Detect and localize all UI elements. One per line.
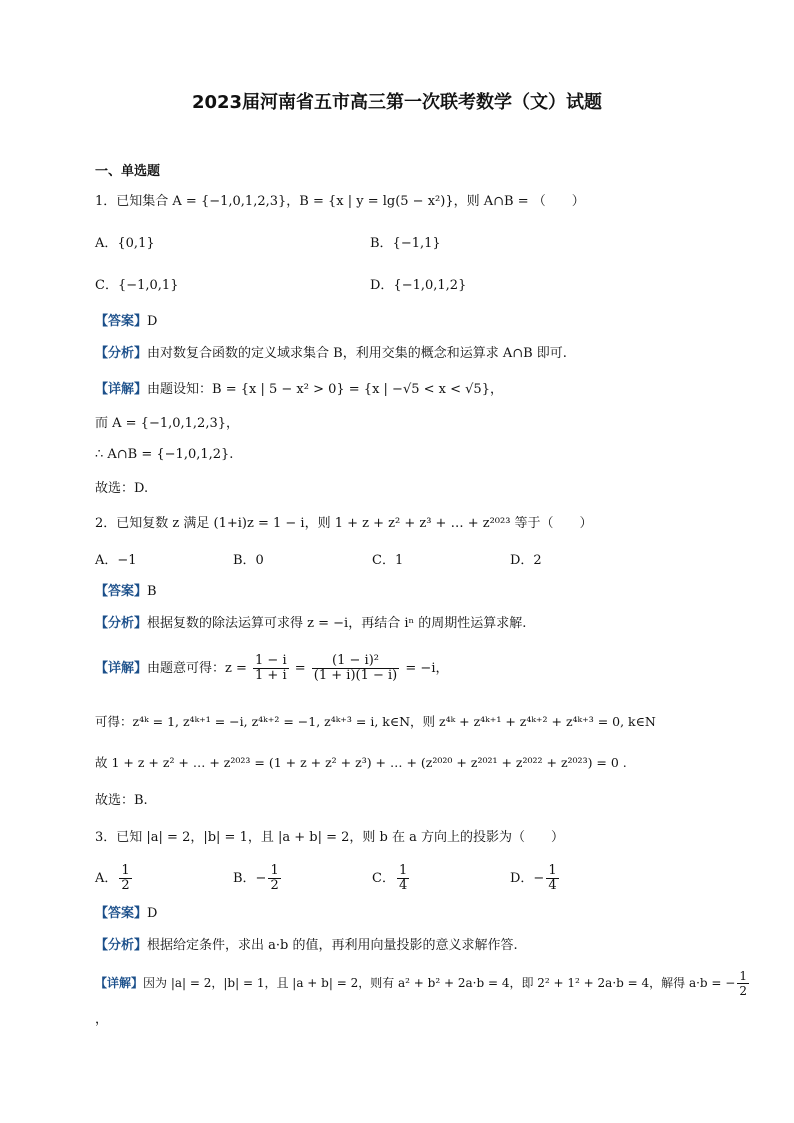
q3-analysis-row (95, 938, 518, 954)
option-label: B．− (233, 871, 267, 886)
q1-analysis-row (95, 346, 567, 362)
option-label: D．− (510, 871, 545, 886)
detail-tag: 【详解】 (95, 382, 148, 397)
q1-option-c: C．{−1,0,1} (95, 278, 179, 293)
fraction-denominator: 2 (121, 878, 130, 893)
q2-analysis-row (95, 616, 526, 632)
q2-stem: 2．已知复数 z 满足 (1+i)z = 1 − i，则 1 + z + z² + z³ + … + z²⁰²³ 等于（ ） (95, 516, 593, 531)
fraction-denominator: 4 (398, 878, 408, 893)
q2-option-b: B．0 (233, 553, 264, 568)
q2-choose: 故选：B. (95, 793, 148, 808)
fraction-numerator: (1 − i)² (312, 654, 399, 669)
fraction (546, 864, 558, 893)
q2-detail-row: 【详解】由题意可得：z = $\frac{1 - i}{1 + i}$ = $\frac{\text{(1 − i)²}}{(1 + i)(1 - i)}$ = −i， (95, 653, 449, 683)
q2-option-d: D．2 (510, 553, 542, 568)
detail-tag: 【详解】 (95, 661, 148, 676)
answer-value: D (147, 314, 158, 329)
analysis-text: 根据复数的除法运算可求得 z = −i，再结合 iⁿ 的周期性运算求解. (147, 616, 527, 631)
detail-text: = −i， (405, 661, 449, 676)
answer-tag: 【答案】 (95, 906, 148, 921)
q2-detail-line-2: 可得：z⁴ᵏ = 1, z⁴ᵏ⁺¹ = −i, z⁴ᵏ⁺² = −1, z⁴ᵏ⁺³ = i, k∈N，则 z⁴ᵏ + z⁴ᵏ⁺¹ + z⁴ᵏ⁺² + z⁴ᵏ⁺³ = 0, k∈N (95, 714, 656, 729)
fraction (268, 864, 280, 893)
answer-value: D (147, 906, 158, 921)
detail-text: 由题设知：B = {x | 5 − x² > 0} = {x | −√5 < x < √5}， (147, 382, 503, 397)
q1-answer-row (95, 314, 157, 330)
answer-value: B (147, 584, 157, 599)
detail-tag: 【详解】 (95, 976, 144, 990)
q1-detail-line-2: 而 A = {−1,0,1,2,3}， (95, 416, 239, 431)
option-label: A． (95, 871, 118, 886)
q3-option-d (510, 862, 561, 896)
q1-detail-line-3: ∴ A∩B = {−1,0,1,2}. (95, 447, 234, 462)
q1-detail-row (95, 382, 503, 398)
fraction (119, 864, 131, 893)
fraction-denominator: 2 (270, 878, 279, 893)
q1-stem: 1．已知集合 A = {−1,0,1,2,3}，B = {x | y = lg(5 − x²)}，则 A∩B = （ ） (95, 194, 585, 209)
q3-option-a (95, 862, 134, 896)
fraction-numerator: 1 (548, 863, 557, 878)
fraction-numerator: 1 (739, 969, 747, 983)
q1-option-d: D．{−1,0,1,2} (370, 278, 467, 293)
q2-option-a: A．−1 (95, 553, 137, 568)
fraction-denominator: 2 (739, 984, 747, 998)
analysis-text: 根据给定条件，求出 a·b 的值，再利用向量投影的意义求解作答. (147, 938, 518, 953)
q1-option-a: A．{0,1} (95, 236, 155, 251)
q3-option-b (233, 862, 283, 896)
fraction-numerator: 1 (398, 863, 408, 878)
fraction-denominator: 1 + i (255, 668, 287, 683)
q1-option-b: B．{−1,1} (370, 236, 441, 251)
analysis-text: 由对数复合函数的定义域求集合 B，利用交集的概念和运算求 A∩B 即可. (147, 346, 567, 361)
fraction (737, 969, 749, 998)
fraction (312, 654, 399, 683)
analysis-tag: 【分析】 (95, 616, 148, 631)
fraction-numerator: 1 (121, 863, 130, 878)
q3-option-c (372, 862, 411, 896)
q2-detail-line-3: 故 1 + z + z² + … + z²⁰²³ = (1 + z + z² + z³) + … + (z²⁰²⁰ + z²⁰²¹ + z²⁰²² + z²⁰²³) = 0 . (95, 755, 627, 770)
q3-stem: 3．已知 |a| = 2，|b| = 1，且 |a + b| = 2，则 b 在 a 方向上的投影为（ ） (95, 830, 565, 845)
analysis-tag: 【分析】 (95, 938, 148, 953)
analysis-tag: 【分析】 (95, 346, 148, 361)
q2-option-c: C．1 (372, 553, 404, 568)
fraction-denominator: 4 (548, 878, 557, 893)
detail-text: 由题意可得：z = (147, 661, 247, 676)
fraction-numerator: 1 − i (255, 653, 287, 668)
detail-text: 因为 |a| = 2，|b| = 1，且 |a + b| = 2，则有 a² + b² + 2a·b = 4，即 2² + 1² + 2a·b = 4，解得 a·b = − (143, 976, 736, 990)
q1-choose: 故选：D. (95, 481, 149, 496)
section-heading: 一、单选题 (95, 164, 161, 179)
q3-detail-row (95, 966, 751, 1000)
answer-tag: 【答案】 (95, 584, 148, 599)
q3-detail-tail: ， (95, 1012, 109, 1027)
option-label: C． (372, 871, 395, 886)
fraction-denominator: (1 + i)(1 − i) (313, 668, 398, 683)
answer-tag: 【答案】 (95, 314, 148, 329)
fraction (397, 864, 409, 893)
fraction-numerator: 1 (270, 863, 279, 878)
fraction (253, 654, 289, 683)
q2-answer-row (95, 584, 157, 600)
q3-answer-row (95, 906, 157, 922)
page-title: 2023届河南省五市高三第一次联考数学（文）试题 (191, 92, 603, 113)
